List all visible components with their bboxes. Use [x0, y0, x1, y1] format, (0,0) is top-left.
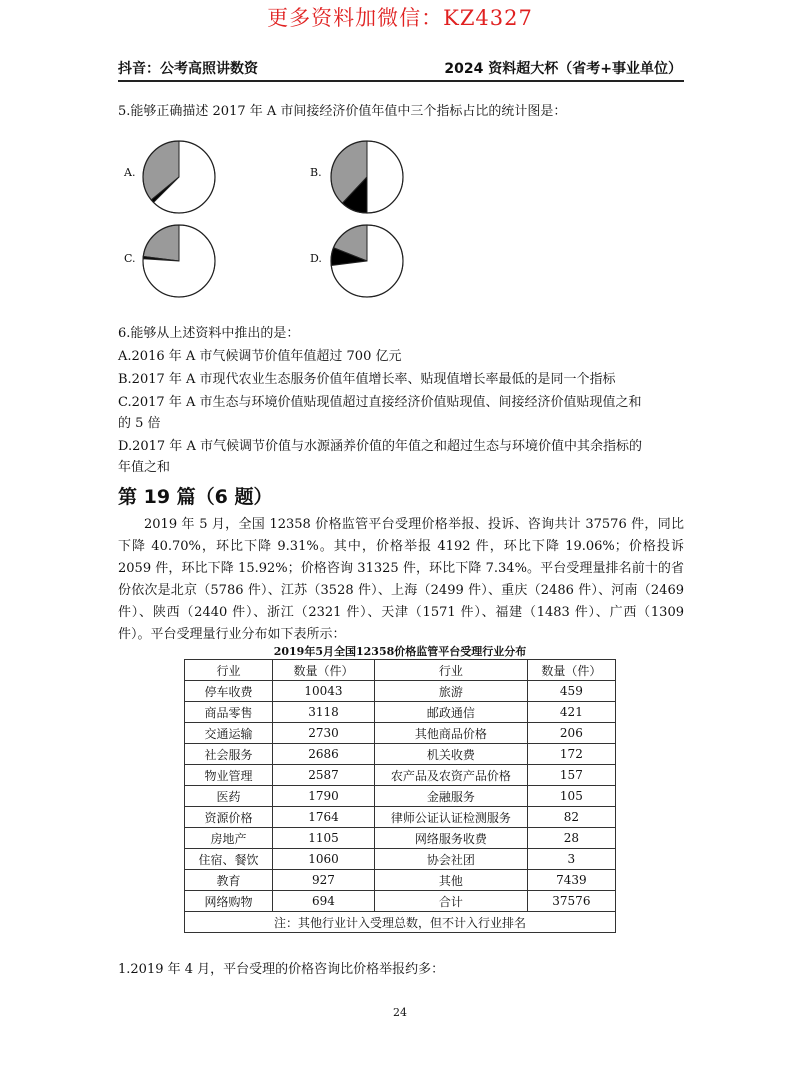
- table-cell: 住宿、餐饮: [185, 849, 273, 870]
- table-cell: 37576: [527, 891, 615, 912]
- table-cell: 1764: [272, 807, 374, 828]
- pie-chart-d: [328, 222, 406, 300]
- table-cell: 172: [527, 744, 615, 765]
- header-cell: 行业: [374, 660, 527, 681]
- q6-text: 6.能够从上述资料中推出的是：: [118, 326, 300, 341]
- table-row: [185, 807, 616, 828]
- industry-table: [184, 659, 616, 933]
- table-cell: 其他商品价格: [374, 723, 527, 744]
- table-cell: 2587: [272, 765, 374, 786]
- table-row: [185, 891, 616, 912]
- table-cell: 1060: [272, 849, 374, 870]
- table-row: [185, 681, 616, 702]
- table-cell: 3118: [272, 702, 374, 723]
- header-rule: [118, 80, 684, 82]
- table-cell: 网络购物: [185, 891, 273, 912]
- q6-option-d-cont: 年值之和: [118, 460, 171, 475]
- q6-option-d: D.2017 年 A 市气候调节价值与水源涵养价值的年值之和超过生态与环境价值中其余指标的: [118, 439, 642, 454]
- header-left: 抖音：公考高照讲数资: [118, 61, 258, 77]
- header-cell: 数量（件）: [272, 660, 374, 681]
- table-cell: 商品零售: [185, 702, 273, 723]
- table-cell: 交通运输: [185, 723, 273, 744]
- table-cell: 157: [527, 765, 615, 786]
- table-cell: 机关收费: [374, 744, 527, 765]
- table-cell: 旅游: [374, 681, 527, 702]
- header-cell: 行业: [185, 660, 273, 681]
- table-note: 注：其他行业计入受理总数，但不计入行业排名: [185, 912, 616, 933]
- page-number: 24: [393, 1006, 407, 1019]
- table-row: [185, 765, 616, 786]
- pie-chart-a: [140, 138, 218, 216]
- header-cell: 数量（件）: [527, 660, 615, 681]
- pie-chart-c: [140, 222, 218, 300]
- table-cell: 3: [527, 849, 615, 870]
- pie-slice-white: [367, 141, 403, 213]
- table-cell: 资源价格: [185, 807, 273, 828]
- table-cell: 停车收费: [185, 681, 273, 702]
- watermark: 更多资料加微信：KZ4327: [267, 6, 533, 30]
- table-cell: 其他: [374, 870, 527, 891]
- table-cell: 社会服务: [185, 744, 273, 765]
- option-b-label: B.: [310, 166, 322, 179]
- q1-text: 1.2019 年 4 月，平台受理的价格咨询比价格举报约多：: [118, 962, 445, 977]
- q5-text: 5.能够正确描述 2017 年 A 市间接经济价值年值中三个指标占比的统计图是：: [118, 104, 567, 119]
- option-c-label: C.: [124, 252, 136, 265]
- table-cell: 2730: [272, 723, 374, 744]
- table-cell: 1105: [272, 828, 374, 849]
- table-cell: 金融服务: [374, 786, 527, 807]
- table-cell: 律师公证认证检测服务: [374, 807, 527, 828]
- table-cell: 105: [527, 786, 615, 807]
- option-a-label: A.: [124, 166, 136, 179]
- table-cell: 421: [527, 702, 615, 723]
- table-cell: 82: [527, 807, 615, 828]
- table-cell: 206: [527, 723, 615, 744]
- table-header-row: [185, 660, 616, 681]
- table-row: [185, 702, 616, 723]
- table-cell: 2686: [272, 744, 374, 765]
- table-row: [185, 870, 616, 891]
- table-row: [185, 849, 616, 870]
- table-cell: 物业管理: [185, 765, 273, 786]
- table-row: [185, 744, 616, 765]
- table-cell: 合计: [374, 891, 527, 912]
- table-row: [185, 786, 616, 807]
- q6-option-a: A.2016 年 A 市气候调节价值年值超过 700 亿元: [118, 349, 402, 364]
- table-cell: 28: [527, 828, 615, 849]
- q6-option-b: B.2017 年 A 市现代农业生态服务价值年值增长率、贴现值增长率最低的是同一个指标: [118, 372, 616, 387]
- table-cell: 农产品及农资产品价格: [374, 765, 527, 786]
- table-cell: 927: [272, 870, 374, 891]
- passage: 2019 年 5 月，全国 12358 价格监管平台受理价格举报、投诉、咨询共计 37576 件，同比下降 40.70%，环比下降 9.31%。其中，价格举报 4192 件，环比下降 19.06%；价格投诉 2059 件，环比下降 15.92%；价格咨询 31325 件，环比下降 7.34%。平台受理量排名前十的省份依次是北京（5786 件）、江苏（3528 件）、上海（2499 件）、重庆（2486 件）、河南（2469 件）、陕西（2440 件）、浙江（2321 件）、天津（1571 件）、福建（1483 件）、广西（1309 件）。平台受理量行业分布如下表所示：: [118, 517, 684, 642]
- table-row: [185, 723, 616, 744]
- table-cell: 医药: [185, 786, 273, 807]
- pie-chart-b: [328, 138, 406, 216]
- q6-option-c: C.2017 年 A 市生态与环境价值贴现值超过直接经济价值贴现值、间接经济价值贴现值之和: [118, 395, 642, 410]
- table-note-row: [185, 912, 616, 933]
- table-cell: 694: [272, 891, 374, 912]
- header-right: 2024 资料超大杯（省考+事业单位）: [444, 61, 682, 77]
- table-cell: 1790: [272, 786, 374, 807]
- table-cell: 459: [527, 681, 615, 702]
- option-d-label: D.: [310, 252, 322, 265]
- table-cell: 7439: [527, 870, 615, 891]
- table-row: [185, 828, 616, 849]
- table-cell: 邮政通信: [374, 702, 527, 723]
- table-cell: 房地产: [185, 828, 273, 849]
- q6-option-c-cont: 的 5 倍: [118, 416, 161, 431]
- table-cell: 10043: [272, 681, 374, 702]
- table-cell: 网络服务收费: [374, 828, 527, 849]
- section-title: 第 19 篇（6 题）: [118, 486, 273, 508]
- table-cell: 协会社团: [374, 849, 527, 870]
- table-title: 2019年5月全国12358价格监管平台受理行业分布: [273, 645, 527, 658]
- table-cell: 教育: [185, 870, 273, 891]
